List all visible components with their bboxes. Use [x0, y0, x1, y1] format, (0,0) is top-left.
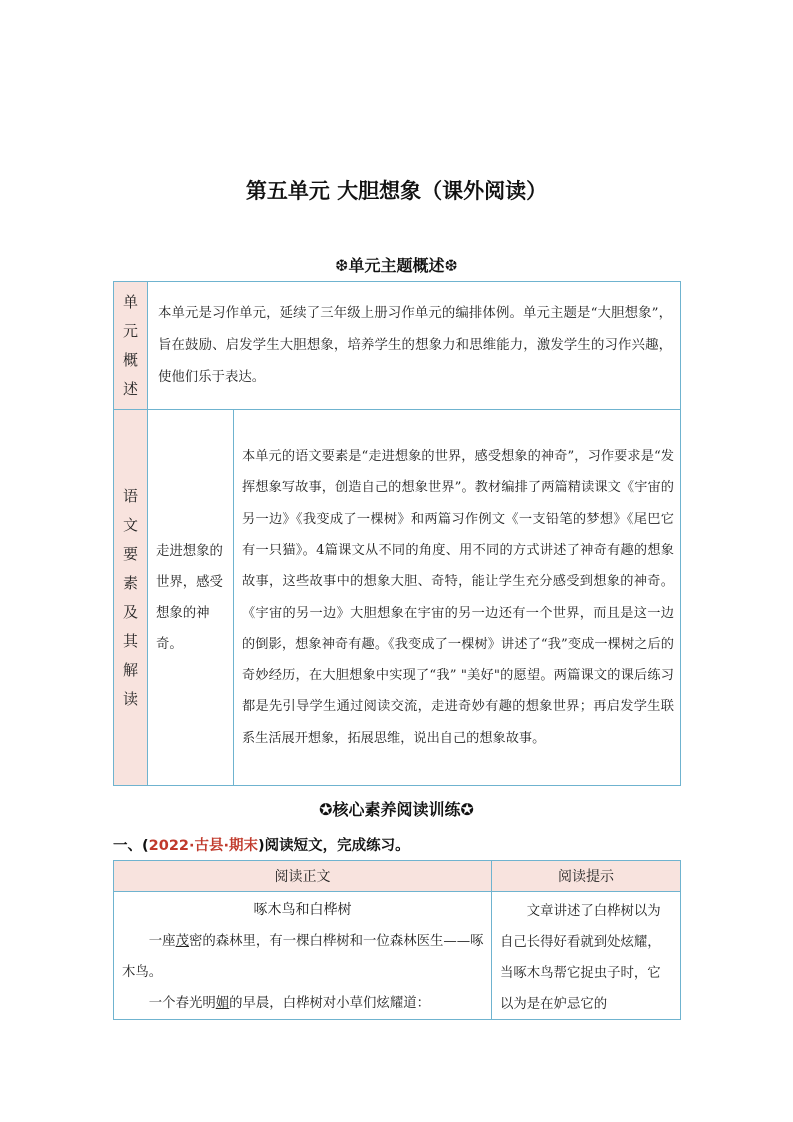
- reading-tip-header: 阅读提示: [492, 861, 681, 892]
- label-char: 文: [122, 515, 138, 534]
- page-title: 第五单元 大胆想象（课外阅读）: [245, 179, 548, 203]
- question-prefix: 一、(: [113, 838, 149, 854]
- training-heading: ✪核心素养阅读训练✪: [319, 800, 474, 819]
- reading-text-header: 阅读正文: [114, 861, 492, 892]
- overview-text: 本单元是习作单元，延续了三年级上册习作单元的编排体例。单元主题是“大胆想象”，旨在鼓励、启发学生大胆想象，培养学生的想象力和思维能力，激发学生的习作兴趣，使他们乐于表达。: [148, 282, 681, 410]
- overview-heading: ❆单元主题概述❆: [335, 256, 458, 275]
- reading-text-cell: [114, 892, 492, 1020]
- reading-tip-cell: [492, 892, 681, 1020]
- reading-passage: [114, 892, 491, 1018]
- element-interpretation: 本单元的语文要素是“走进想象的世界，感受想象的神奇”，习作要求是“发挥想象写故事，创造自己的想象世界”。教材编排了两篇精读课文《宇宙的另一边》《我变成了一棵树》和两篇习作例文《一支铅笔的梦想》《尾巴它有一只猫》。4篇课文从不同的角度、用不同的方式讲述了神奇有趣的想象故事，这些故事中的想象大胆、奇特，能让学生充分感受到想象的神奇。《宇宙的另一边》大胆想象在宇宙的另一边还有一个世界，而且是这一边的倒影，想象神奇有趣。《我变成了一棵树》讲述了“我”变成一棵树之后的奇妙经历，在大胆想象中实现了“我” "美好"的愿望。两篇课文的课后练习都是先引导学生通过阅读交流，走进奇妙有趣的想象世界；再启发学生联系生活展开想象，拓展思维，说出自己的想象故事。: [234, 410, 681, 786]
- question-instruction: )阅读短文，完成练习。: [258, 838, 410, 854]
- label-char: 其: [122, 631, 138, 650]
- question-source: 2022·古县·期末: [148, 838, 259, 854]
- label-char: 及: [122, 602, 138, 621]
- passage-paragraph: 一个春光明媚的早晨，白桦树对小草们炫耀道：: [148, 996, 430, 1011]
- label-char: 单: [122, 292, 138, 311]
- label-char: 读: [122, 689, 138, 708]
- label-char: 概: [122, 350, 138, 369]
- reading-tip: 文章讲述了白桦树以为自己长得好看就到处炫耀，当啄木鸟帮它捉虫子时，它以为是在妒忌它的: [500, 904, 661, 1012]
- label-char: 元: [122, 321, 138, 340]
- overview-label-cell: [114, 282, 148, 410]
- passage-title: 啄木鸟和白桦树: [253, 902, 352, 918]
- underlined-word: 媚: [215, 996, 230, 1011]
- label-char: 要: [122, 544, 138, 563]
- language-element: 走进想象的世界，感受想象的神奇。: [148, 410, 234, 786]
- reading-table: [113, 860, 681, 1020]
- passage-paragraph: 一座茂密的森林里，有一棵白桦树和一位森林医生——啄木鸟。: [122, 934, 484, 980]
- underlined-word: 茂: [175, 934, 189, 949]
- label-char: 语: [122, 486, 138, 505]
- question-heading: [113, 834, 410, 855]
- label-char: 述: [122, 379, 138, 398]
- label-char: 素: [122, 573, 138, 592]
- elements-label-cell: [114, 410, 148, 786]
- unit-overview-table: [113, 281, 681, 786]
- label-char: 解: [122, 660, 138, 679]
